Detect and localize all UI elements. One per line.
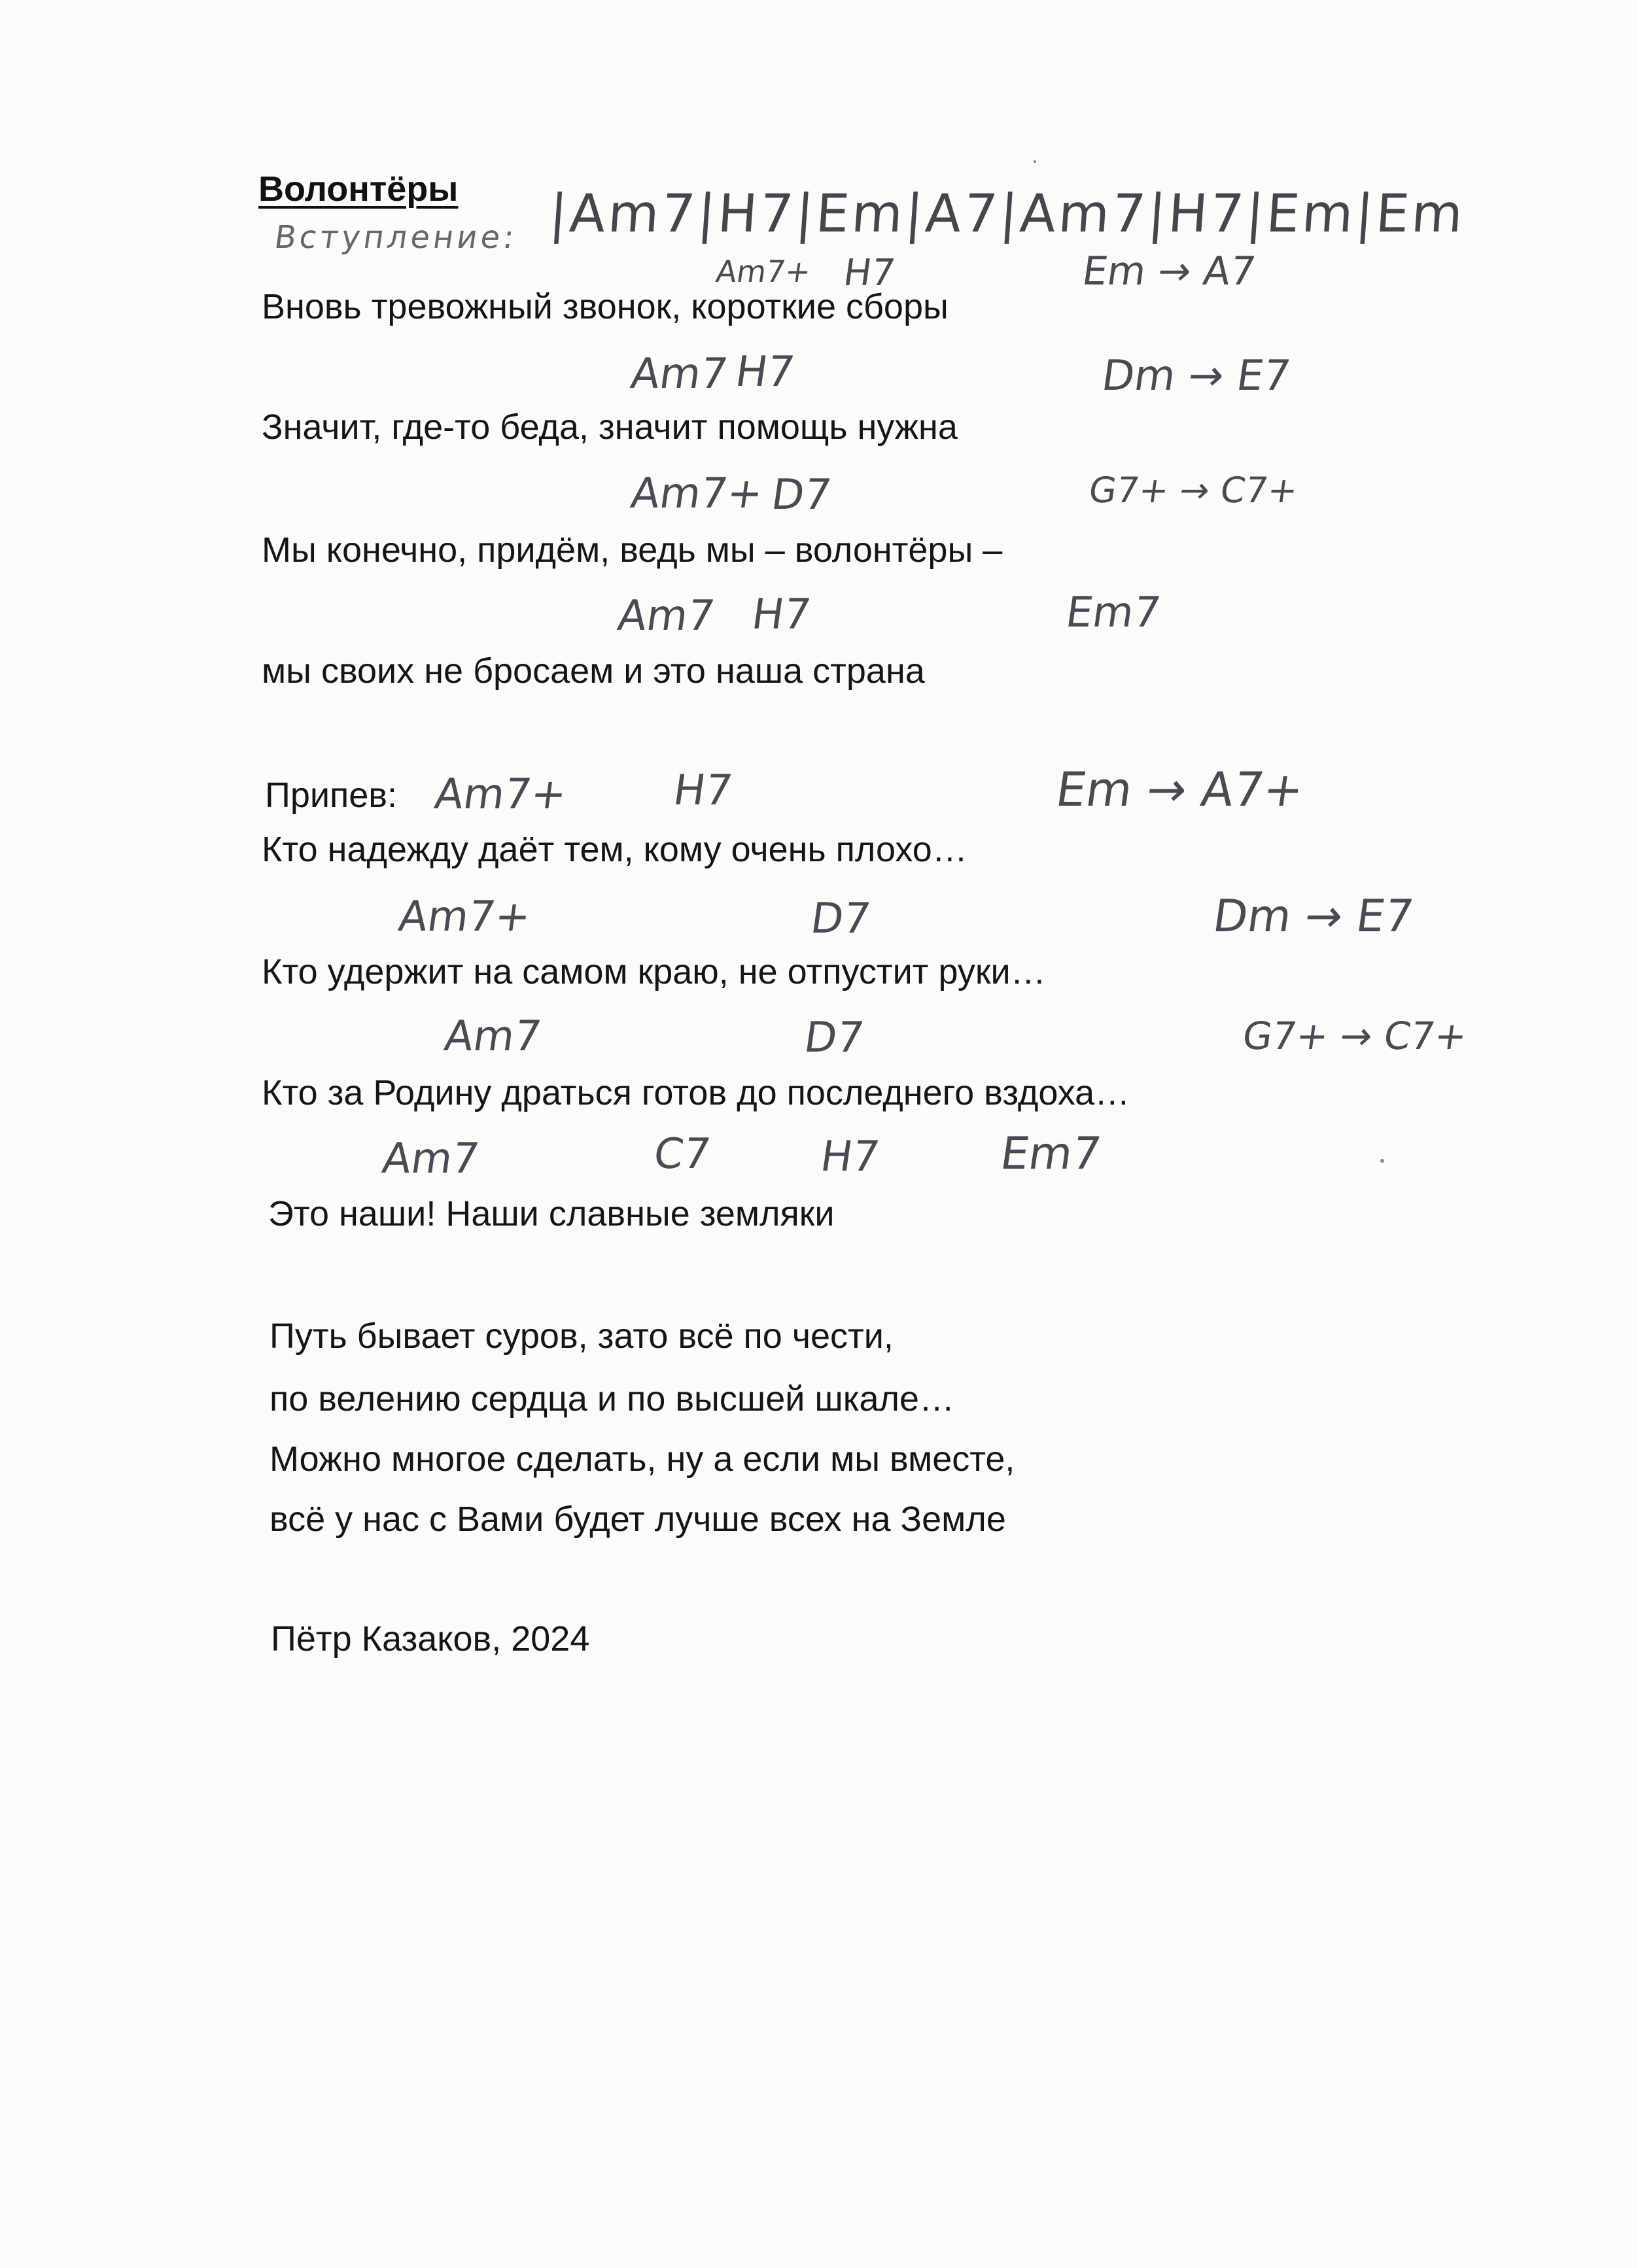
chorus-line-4: Это наши! Наши славные земляки bbox=[268, 1194, 835, 1233]
chorus-line-2: Кто удержит на самом краю, не отпустит руки… bbox=[262, 952, 1046, 991]
chord: Am7+ bbox=[627, 470, 766, 518]
chord: G7+ → C7+ bbox=[1240, 1014, 1470, 1058]
chord: H7 bbox=[841, 252, 898, 294]
chorus-line-1: Кто надежду даёт тем, кому очень плохо… bbox=[262, 830, 967, 869]
verse2-line-4: всё у нас с Вами будет лучше всех на Земле bbox=[270, 1500, 1006, 1539]
chord: Am7 bbox=[441, 1012, 545, 1061]
chord: H7 bbox=[732, 348, 798, 396]
song-title: Волонтёры bbox=[258, 169, 459, 209]
chord: Em → A7+ bbox=[1053, 762, 1308, 817]
chord: Am7 bbox=[614, 592, 718, 640]
chord: Am7+ bbox=[714, 254, 813, 289]
verse1-line-1: Вновь тревожный звонок, короткие сборы bbox=[262, 287, 949, 326]
chord: G7+ → C7+ bbox=[1086, 470, 1300, 511]
chord: H7 bbox=[748, 591, 814, 639]
chord: Am7+ bbox=[395, 893, 534, 941]
chord: D7 bbox=[801, 1014, 867, 1062]
chord: Am7 bbox=[379, 1135, 483, 1183]
chord: D7 bbox=[807, 895, 874, 943]
verse1-line-4: мы своих не бросаем и это наша страна bbox=[262, 651, 925, 691]
paper-speck bbox=[1380, 1159, 1384, 1163]
chord: Dm → E7 bbox=[1098, 352, 1294, 400]
paper-speck bbox=[1034, 160, 1036, 163]
intro-label: Вступление: bbox=[272, 219, 520, 256]
chord: Em → A7 bbox=[1079, 249, 1259, 294]
chord: Em7 bbox=[1062, 589, 1164, 637]
chorus-line-3: Кто за Родину драться готов до последнего вздоха… bbox=[262, 1073, 1130, 1112]
chord: Am7+ bbox=[431, 770, 570, 819]
signature: Пётр Казаков, 2024 bbox=[271, 1619, 590, 1658]
intro-chords: |Am7|H7|Em|A7|Am7|H7|Em|Em bbox=[547, 183, 1468, 244]
chord: C7 bbox=[650, 1130, 714, 1178]
chorus-label: Припев: bbox=[265, 776, 397, 815]
verse2-line-2: по велению сердца и по высшей шкале… bbox=[270, 1379, 955, 1418]
verse1-line-3: Мы конечно, придём, ведь мы – волонтёры – bbox=[262, 530, 1003, 570]
chord: H7 bbox=[817, 1133, 883, 1181]
chord: Am7 bbox=[627, 350, 731, 398]
chord: Dm → E7 bbox=[1210, 891, 1417, 942]
verse2-line-1: Путь бывает суров, зато всё по чести, bbox=[270, 1316, 894, 1356]
verse2-line-3: Можно многое сделать, ну а если мы вместе, bbox=[270, 1439, 1015, 1479]
chord: H7 bbox=[670, 766, 736, 815]
verse1-line-2: Значит, где-то беда, значит помощь нужна bbox=[262, 407, 958, 447]
chord: D7 bbox=[768, 471, 835, 519]
chord: Em7 bbox=[997, 1128, 1105, 1180]
